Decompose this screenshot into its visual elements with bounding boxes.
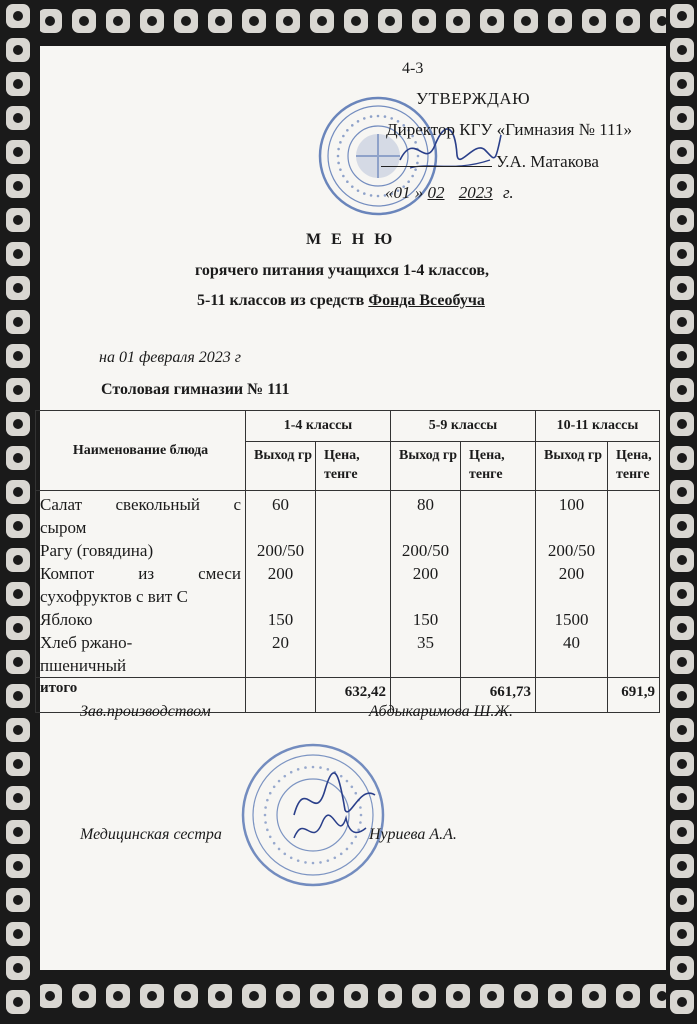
- approval-title: УТВЕРЖДАЮ: [416, 89, 531, 108]
- yield-value: [391, 516, 460, 539]
- dish-line: Рагу (говядина): [40, 541, 154, 560]
- document-title: М Е Н Ю: [306, 231, 396, 248]
- header-yield-5-9: Выход гр: [391, 442, 461, 491]
- yield-value: [246, 516, 315, 539]
- dish-line: пшеничный: [40, 656, 127, 675]
- decorative-border-bottom: [0, 970, 697, 1024]
- decorative-border-right: [666, 0, 697, 1024]
- canteen-name: Столовая гимназии № 111: [101, 381, 290, 398]
- yield-cell-5-9: [391, 491, 461, 678]
- fund-name: Фонда Всеобуча: [368, 292, 485, 309]
- price-cell-10-11: [608, 491, 660, 678]
- dish-line: Хлеб ржано-: [40, 633, 133, 652]
- dish-line: Компот из смеси: [40, 564, 241, 583]
- approval-signature-line: [381, 152, 599, 172]
- approval-director: Директор КГУ «Гимназия № 111»: [386, 120, 632, 139]
- approval-date-year: 2023: [458, 183, 493, 202]
- page-number: 4-3: [402, 60, 424, 77]
- header-yield-10-11: Выход гр: [536, 442, 608, 491]
- approval-name: У.А. Матакова: [496, 152, 599, 171]
- header-group-1-4: 1-4 классы: [246, 411, 391, 442]
- approval-date-month: 02: [427, 183, 445, 202]
- subtitle-prefix: 5-11 классов из средств: [197, 292, 369, 309]
- nurse-role: Медицинская сестра: [80, 826, 222, 843]
- decorative-border-left: [0, 0, 40, 1024]
- header-price-5-9: Цена, тенге: [461, 442, 536, 491]
- yield-value: 200/50: [401, 541, 450, 560]
- yield-value: 40: [563, 633, 580, 652]
- yield-value: 1500: [554, 610, 589, 629]
- yield-cell-1-4: [246, 491, 316, 678]
- yield-value: 200: [267, 564, 294, 583]
- price-cell-1-4: [316, 491, 391, 678]
- yield-value: 200: [412, 564, 439, 583]
- total-empty-cell: [536, 678, 608, 713]
- approval-date-suffix: г.: [503, 183, 514, 202]
- yield-value: 20: [272, 633, 289, 652]
- yield-value: 150: [267, 610, 294, 629]
- yield-value: 150: [412, 610, 439, 629]
- menu-date: на 01 февраля 2023 г: [99, 349, 241, 366]
- header-price-10-11: Цена, тенге: [608, 442, 660, 491]
- total-price-5-9: 661,73: [461, 678, 536, 713]
- yield-value: 200: [558, 564, 585, 583]
- yield-value: 80: [417, 495, 434, 514]
- yield-cell-10-11: [536, 491, 608, 678]
- nurse-name: Нуриева А.А.: [369, 826, 457, 843]
- header-yield-1-4: Выход гр: [246, 442, 316, 491]
- yield-value: [246, 585, 315, 608]
- total-label: итого: [36, 678, 246, 713]
- header-group-5-9: 5-9 классы: [391, 411, 536, 442]
- table-header-row: [36, 411, 660, 442]
- dish-line: Яблоко: [40, 610, 93, 629]
- yield-value: 35: [417, 633, 434, 652]
- yield-value: [536, 516, 607, 539]
- yield-value: 200/50: [256, 541, 305, 560]
- total-price-10-11: 691,9: [608, 678, 660, 713]
- document-subtitle-line2: [197, 292, 485, 310]
- dish-line: сыром: [40, 518, 87, 537]
- header-price-1-4: Цена, тенге: [316, 442, 391, 491]
- table-row-dishes: [36, 491, 660, 678]
- yield-value: [536, 585, 607, 608]
- yield-value: 200/50: [547, 541, 596, 560]
- yield-value: [391, 585, 460, 608]
- production-name: Абдыкаримова Ш.Ж.: [369, 703, 513, 720]
- nurse-signature: [290, 808, 370, 853]
- document-subtitle-line1: горячего питания учащихся 1-4 классов,: [195, 262, 490, 279]
- header-dish-name: Наименование блюда: [36, 411, 246, 491]
- menu-table: [35, 410, 660, 713]
- price-cell-5-9: [461, 491, 536, 678]
- dish-line: сухофруктов с вит С: [40, 587, 188, 606]
- production-role: Зав.производством: [80, 703, 211, 720]
- yield-value: 60: [272, 495, 289, 514]
- total-empty-cell: [246, 678, 316, 713]
- dish-line: Салат свекольный с: [40, 495, 241, 514]
- approval-date-day: «01 »: [385, 183, 424, 202]
- approval-date: [385, 183, 514, 203]
- yield-value: 100: [558, 495, 585, 514]
- dish-list-cell: [36, 491, 246, 678]
- signature-underline: [381, 152, 492, 167]
- header-group-10-11: 10-11 классы: [536, 411, 660, 442]
- total-price-1-4: 632,42: [316, 678, 391, 713]
- decorative-border-top: [0, 0, 697, 46]
